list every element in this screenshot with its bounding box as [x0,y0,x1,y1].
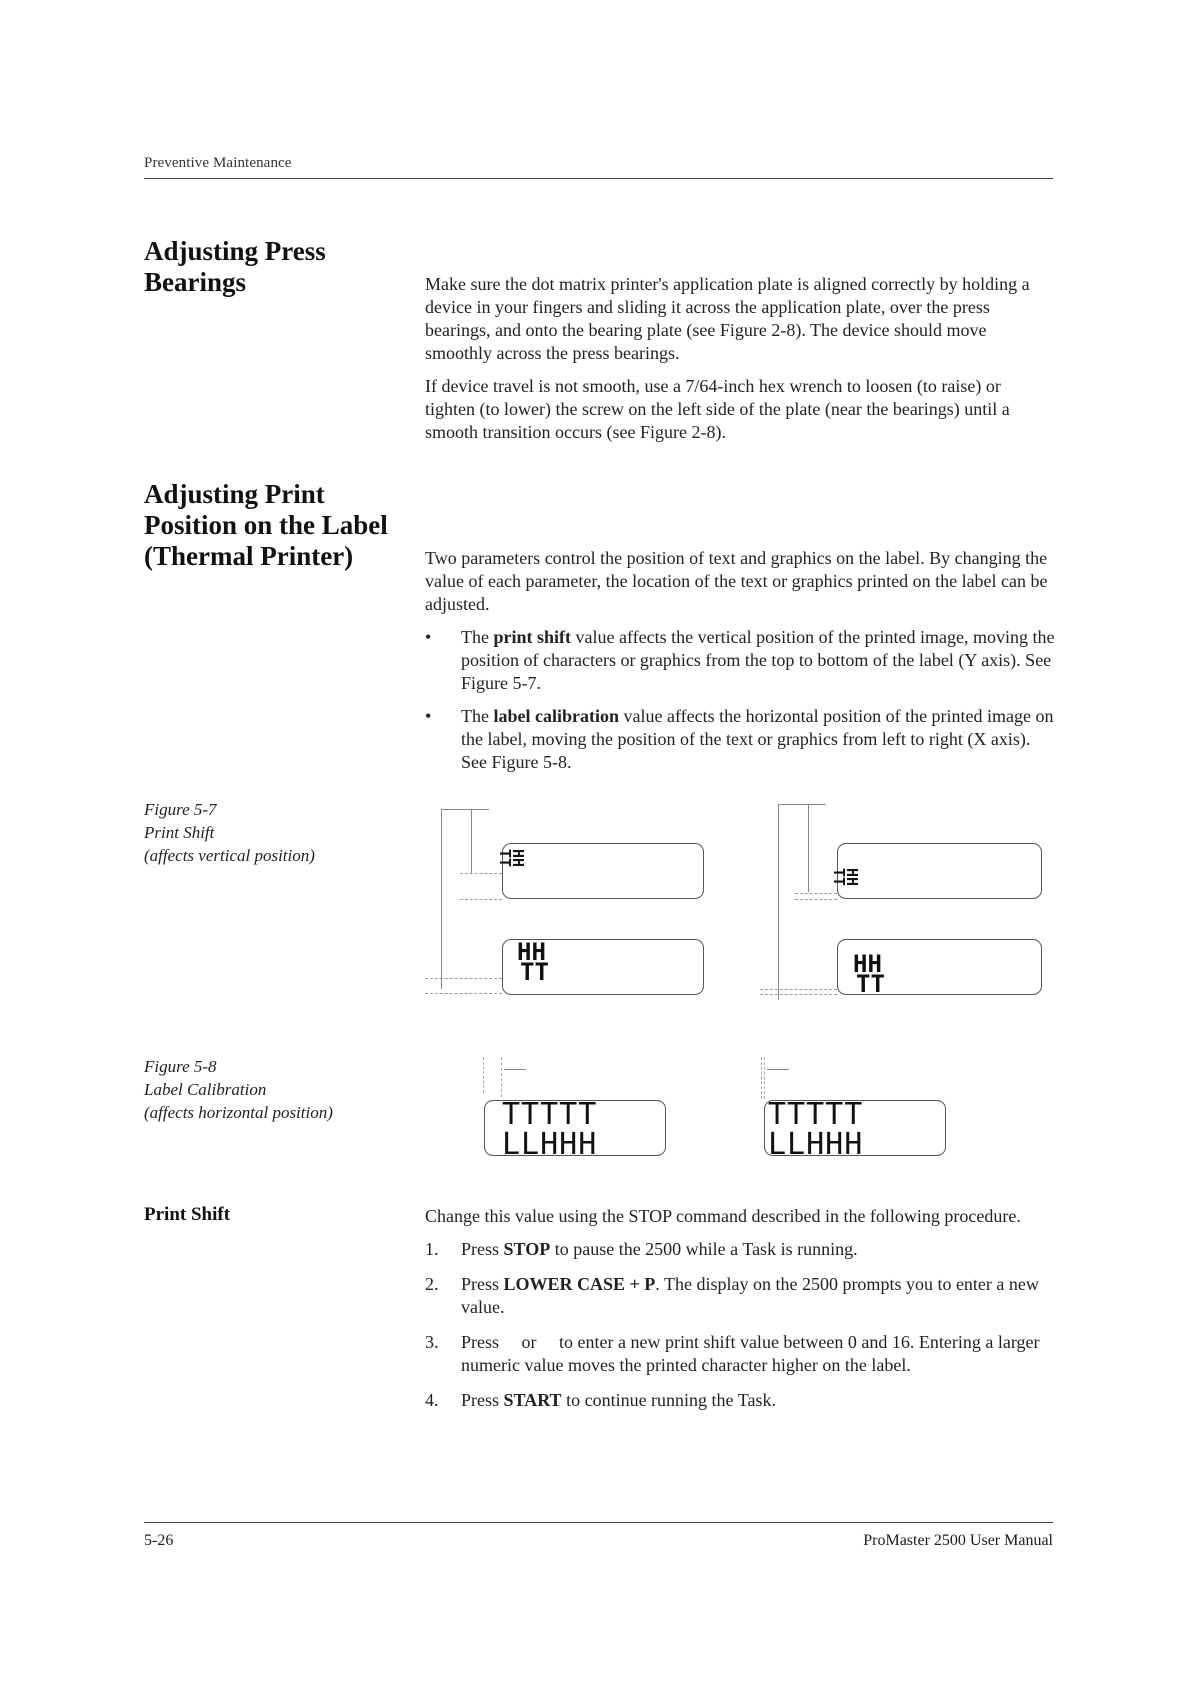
label-outline [837,843,1042,899]
running-header: Preventive Maintenance [144,155,292,171]
step-item: 3. Press or to enter a new print shift value between 0 and 16. Entering a larger numeric value moves the printed character higher on the label. [425,1332,1044,1375]
figure-5-8-caption: Figure 5-8 Label Calibration (affects horizontal position) [144,1057,333,1122]
step-item: 2. Press LOWER CASE + P. The display on the 2500 prompts you to enter a new value. [425,1274,1039,1317]
paragraph: Change this value using the STOP command described in the following procedure. [425,1206,1021,1226]
step-item: 1. Press STOP to pause the 2500 while a Task is running. [425,1239,858,1259]
heading-line: Bearings [144,267,247,297]
bullet-item: • The print shift value affects the vertical position of the printed image, moving the position of characters or graphics from the top to bottom of the label (Y axis). See Figure 5-7. [425,626,1055,695]
paragraph: Two parameters control the position of text and graphics on the label. By changing the value of each parameter, the location of the text or graphics printed on the label can be adjusted. [425,548,1048,614]
figure-5-7-caption: Figure 5-7 Print Shift (affects vertical position) [144,800,315,865]
label-print-text: TTTTT LLHHH [502,1097,598,1162]
label-print-text: TTTTT LLHHH [768,1097,864,1162]
procedure-steps [425,1238,1055,1412]
label-print-upright: HH TT [517,938,549,986]
paragraph: If device travel is not smooth, use a 7/64-inch hex wrench to loosen (to raise) or tighten (to lower) the screw on the left side of the plate (near the bearings) until a smooth transition occurs (see Figure 2-8). [425,376,1010,442]
paragraph: Make sure the dot matrix printer's application plate is aligned correctly by holding a device in your fingers and sliding it across the application plate, over the press bearings, and onto the bearing plate (see Figure 2-8). The device should move smoothly across the press bearings. [425,274,1030,363]
bullet-list [425,626,1055,774]
header-rule [144,178,1053,179]
label-outline [502,843,704,899]
manual-title: ProMaster 2500 User Manual [863,1532,1053,1549]
subhead-print-shift: Print Shift [144,1204,231,1225]
label-print-rotated: HH TT [830,868,861,887]
step-item: 4. Press START to continue running the Task. [425,1390,776,1410]
heading-line: Adjusting Press [144,236,326,266]
print-position-body [425,547,1055,784]
print-shift-body [425,1205,1055,1424]
press-bearings-body [425,273,1055,454]
heading-line: Adjusting Print [144,479,325,509]
page-number: 5-26 [144,1532,174,1549]
bullet-item: • The label calibration value affects the horizontal position of the printed image on the label, moving the position of the text or graphics from left to right (X axis). See Figure 5-8. [425,705,1055,774]
heading-line: Position on the Label [144,510,388,540]
footer-rule [144,1522,1053,1523]
heading-line: (Thermal Printer) [144,541,354,571]
heading-press-bearings [144,236,404,298]
label-print-rotated: HH TT [496,849,527,868]
label-print-upright: HH TT [853,950,885,998]
heading-print-position [144,479,404,572]
